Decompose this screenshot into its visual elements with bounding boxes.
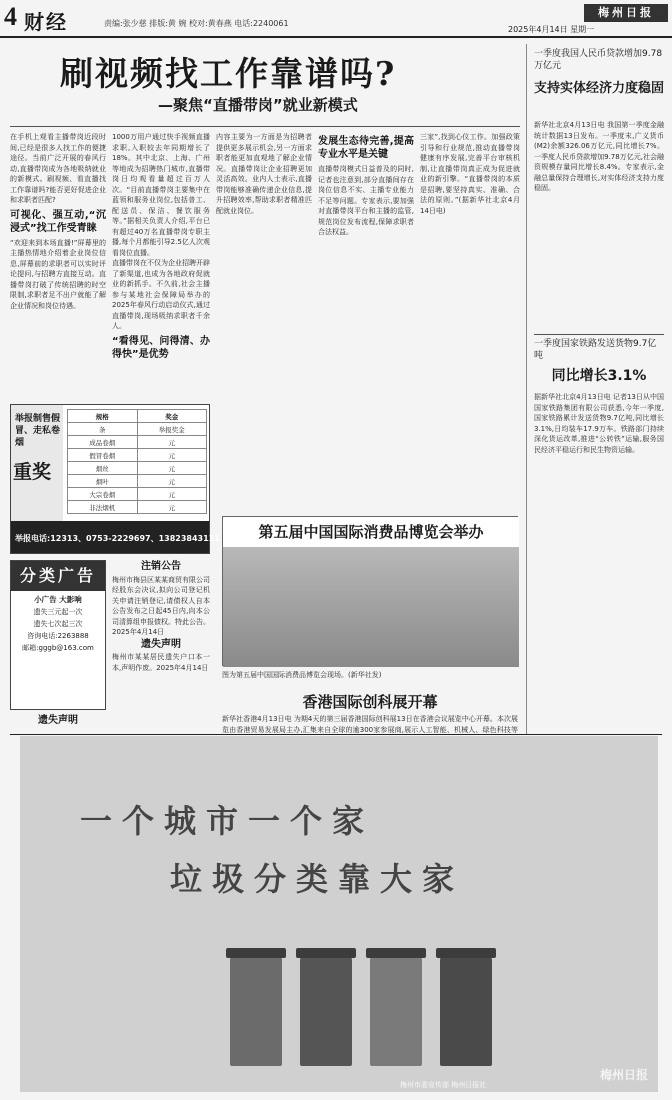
expo-caption: 图为第五届中国国际消费品博览会现场。(新华社发) [222,671,382,679]
masthead [0,0,672,38]
report-title: 举报制售假冒、走私卷烟 [15,414,61,448]
ad-line-1: 一个城市一个家 [80,802,375,840]
kicker-2: 一季度国家铁路发送货物9.7亿吨 [534,339,657,361]
notice-text: 梅州市某某居民遗失户口本一本,声明作废。2025年4月14日 [112,653,210,672]
main-headline: 刷视频找工作靠谱吗? [60,54,397,93]
classified-ads-box [10,560,106,710]
notice-loss-1 [10,714,106,734]
table-cell: 元 [137,436,207,449]
article-col-5 [420,132,520,504]
table-header: 奖金 [137,410,207,423]
expo-photo [223,547,519,667]
ads-line: 邮箱:gggb@163.com [22,644,94,652]
table-row [68,423,207,436]
bin-lid [226,948,286,958]
reward-label: 重奖 [13,461,52,483]
article-text: 1000万用户通过快手视频直播求职,入职较去年同期增长了18%。其中北京、上海、广州等地成为招聘热门城市,直播带岗日均观看量超过百万人次。“目前直播带岗主要集中在蓝领和服务业岗位,包括普工、配送员、保洁、餐饮服务等。”据相关负责人介绍,平台已有超过40万名直播带岗专职主播,每个月都能引导2.5亿人次观看岗位直播。 [112,133,210,257]
table-row [68,488,207,501]
article-col-3 [216,132,312,504]
ad-line-2: 垃圾分类靠大家 [170,860,465,898]
ad-credit: 梅州市委宣传部 梅州日报社 [400,1081,487,1089]
trash-bin-icon [230,956,282,1066]
garbage-sorting-ad [20,736,658,1092]
headline-2: 同比增长3.1% [551,368,647,384]
table-cell: 假冒卷烟 [68,449,138,462]
divider [534,334,664,335]
headline-1: 支持实体经济力度稳固 [534,81,665,96]
table-row [68,475,207,488]
notice-title: 注销公告 [141,561,181,572]
expo-title: 第五届中国国际消费品博览会举办 [223,517,519,547]
hk-body: 新华社香港4月13日电 为期4天的第三届香港国际创科展13日在香港会议展览中心开幕。本次展览由香港贸易发展局主办,汇集来自全球的逾300家参展商,展示人工智能、机械人、绿色科技等 [222,715,518,734]
ads-slogan: 小广告 大影响 [34,595,82,604]
ads-line: 咨询电话:2263888 [27,632,89,640]
table-cell: 大宗卷烟 [68,488,138,501]
kicker-1: 一季度我国人民币贷款增加9.78万亿元 [534,49,663,71]
article-subhead: “看得见、问得清、办得快”是优势 [112,335,210,360]
table-cell: 元 [137,488,207,501]
reward-table [67,409,207,514]
ads-line: 遗失三元起一次 [33,608,83,616]
ads-line: 遗失七次起三次 [33,620,83,628]
table-row [68,462,207,475]
report-title-block [11,405,63,521]
paper-logo: 梅州日报 [584,4,668,22]
report-phone: 举报电话:12313、0753-2229697、13823843111 [11,521,209,553]
table-cell: 条 [68,423,138,436]
article-text: 直播带岗模式日益普及的同时,记者也注意到,部分直播间存在岗位信息不实、主播专业能力不足等问题。专家表示,要加强对直播带岗平台和主播的监管,规范岗位发布流程,保障求职者合法权益。 [318,165,414,236]
brief-1: 新华社北京4月13日电 我国第一季度金融统计数据13日发布。一季度末,广义货币(M2)余额326.06万亿元,同比增长7%。一季度人民币贷款增加9.78万亿元,社会融资规模存量同比增长8.4%。专家表示,金融总量保持合理增长,对实体经济支持力度稳固。 [534,121,664,192]
trash-bin-icon [370,956,422,1066]
table-cell: 元 [137,475,207,488]
notice-title: 遗失声明 [141,638,181,650]
main-subtitle: —聚焦“直播带岗”就业新模式 [158,96,358,114]
bin-lid [436,948,496,958]
table-cell: 元 [137,462,207,475]
article-col-4 [318,132,414,504]
table-row [68,410,207,423]
notice-cancel [112,560,210,734]
article-col-1 [10,132,106,394]
article-col-2 [112,132,210,394]
table-row [68,501,207,514]
brief-2: 据新华社北京4月13日电 记者13日从中国国家铁路集团有限公司获悉,今年一季度,国家铁路累计发送货物9.7亿吨,同比增长3.1%,日均装车17.9万车。铁路部门持续深化货运改革,推进“公转铁”运输,服务国民经济平稳运行和民生物资运输。 [534,393,664,454]
column-divider [526,44,527,734]
table-cell: 元 [137,449,207,462]
bin-lid [366,948,426,958]
table-cell: 成品卷烟 [68,436,138,449]
hk-headline: 香港国际创科展开幕 [302,693,438,711]
ads-title: 分类广告 [11,561,105,591]
trash-bin-icon [300,956,352,1066]
table-header: 规格 [68,410,138,423]
article-text: “欢迎来到本场直播!”屏幕里的主播热情地介绍着企业岗位信息,屏幕前的求职者可以实时评论提问,与招聘方直接互动。直播带岗打破了传统招聘的时空限制,求职者足不出户就能了解企业情况和岗位待遇。 [10,238,106,310]
page-number: 4 [4,2,17,31]
divider [10,126,520,127]
table-row [68,436,207,449]
tobacco-report-box [10,404,220,554]
article-text: 三家”,找到心仪工作。加强政策引导和行业规范,推动直播带岗健康有序发展,完善平台审核机制,让直播带岗真正成为促进就业的新引擎。“直播带岗的本质是招聘,要坚持真实、准确、合法的原则。”(据新华社北京4月14日电) [420,133,520,215]
table-cell: 元 [137,501,207,514]
divider [10,734,662,735]
table-cell: 烟丝 [68,462,138,475]
trash-bin-icon [440,956,492,1066]
article-text: 内容主要为一方面是为招聘者提供更多展示机会,另一方面求职者能更加直观地了解企业情况。直播带岗让企业招聘更加灵活高效。业内人士表示,直播带岗能够准确传递企业信息,提升招聘效率,帮助求职者精准匹配就业岗位。 [216,133,312,215]
article-text: 直播带岗在不仅为企业招聘开辟了新渠道,也成为各地政府促就业的新抓手。不久前,社会主播参与某地社会保障局举办的2025年春风行动启动仪式,通过直播带岗,现场吸纳求职者千余人。 [112,259,210,330]
table-row [68,449,207,462]
expo-photo-block [222,516,518,666]
table-cell: 非法烟机 [68,501,138,514]
article-subhead: 可视化、强互动,“沉浸式”找工作受青睐 [10,209,106,234]
notice-title: 遗失声明 [38,715,78,726]
notice-text: 梅州市梅县区某某商贸有限公司经股东会决议,拟向公司登记机关申请注销登记,请债权人自本公告发布之日起45日内,向本公司清算组申报债权。特此公告。2025年4月14日 [112,575,210,636]
watermark: 梅州日报 [600,1068,649,1082]
table-cell: 烟叶 [68,475,138,488]
issue-date: 2025年4月14日 星期一 [508,25,595,34]
article-text: 在手机上观看主播带岗近段时间,已经是很多人找工作的便捷途径。当前广泛开展的春风行动,直播带岗成为各地吸纳就业的新模式。刷视频、看直播找工作靠谱吗?能否更好促进企业和求职者匹配? [10,133,106,204]
table-cell: 举报奖金 [137,423,207,436]
article-subhead: 发展生态待完善,提高专业水平是关键 [318,136,414,160]
staff-line: 责编:张少慈 排版:黄 婉 校对:黄春燕 电话:2240061 [104,19,289,28]
section-title: 财经 [24,10,68,34]
bin-lid [296,948,356,958]
